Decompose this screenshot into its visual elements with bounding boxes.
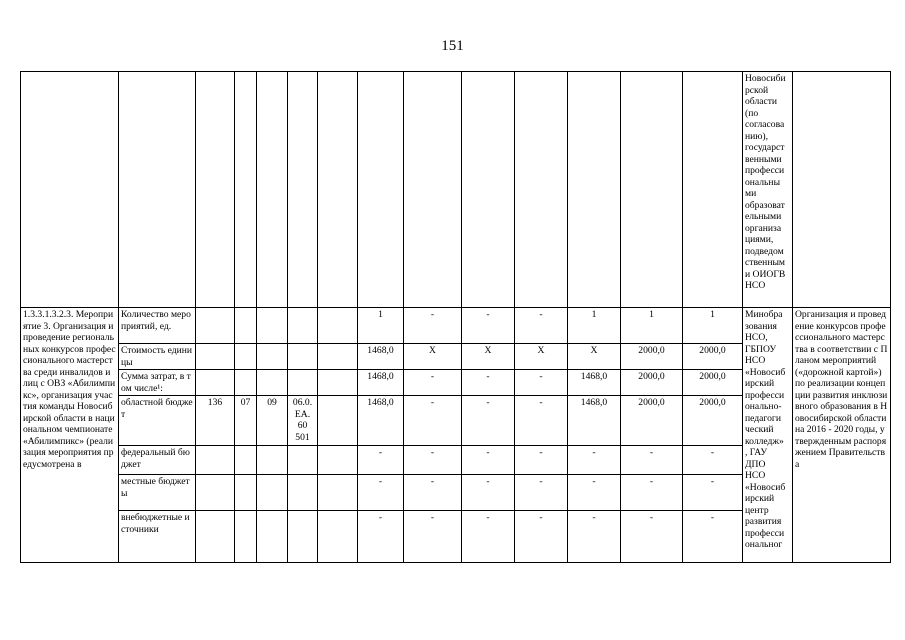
csr-code: 06.0. ЕА. 60 501	[288, 396, 318, 446]
value-cell: 2000,0	[621, 344, 683, 370]
value-cell: 1468,0	[358, 370, 404, 396]
value-cell: 1	[568, 308, 621, 344]
value-cell: 2000,0	[683, 370, 743, 396]
value-cell: X	[515, 344, 568, 370]
value-cell: -	[404, 308, 462, 344]
table-row	[21, 308, 891, 344]
value-cell: -	[621, 475, 683, 511]
value-cell: -	[515, 370, 568, 396]
row-label: Сумма затрат, в том числе¹:	[119, 370, 196, 396]
value-cell: -	[683, 475, 743, 511]
value-cell: X	[568, 344, 621, 370]
value-cell: -	[404, 370, 462, 396]
value-cell: -	[683, 511, 743, 563]
value-cell: -	[358, 475, 404, 511]
value-cell: 1468,0	[358, 344, 404, 370]
rz-code: 07	[235, 396, 257, 446]
continuation-row	[21, 72, 891, 308]
value-cell: 1	[621, 308, 683, 344]
value-cell: 1	[358, 308, 404, 344]
value-cell: -	[358, 511, 404, 563]
result-cell: Организация и проведение конкурсов профессионального мастерства в соответствии с Планом мероприятий («дорожной картой») по реализации концепции развития инклюзивного образования в Новосибирской области на 2016 - 2020 годы, утвержденным распоряжением Правительства	[793, 308, 891, 563]
pr-code: 09	[257, 396, 288, 446]
value-cell: -	[404, 446, 462, 475]
value-cell: -	[515, 396, 568, 446]
value-cell: 1468,0	[568, 370, 621, 396]
value-cell: -	[621, 446, 683, 475]
row-label: федеральный бюджет	[119, 446, 196, 475]
value-cell: -	[515, 511, 568, 563]
value-cell: -	[462, 511, 515, 563]
value-cell: -	[404, 511, 462, 563]
row-label: Количество мероприятий, ед.	[119, 308, 196, 344]
value-cell: X	[404, 344, 462, 370]
page-number: 151	[441, 38, 464, 54]
executors-continued-cell: Новосиби рской области (по согласова нию), государст венными професси ональны ми образоват ельными организа циями, подведом ственным и ОИОГВ НСО	[743, 72, 793, 308]
value-cell: -	[515, 475, 568, 511]
value-cell: -	[404, 475, 462, 511]
value-cell: 1468,0	[568, 396, 621, 446]
program-table	[20, 71, 891, 563]
value-cell: -	[462, 446, 515, 475]
value-cell: 1	[683, 308, 743, 344]
value-cell: 2000,0	[683, 396, 743, 446]
value-cell: X	[462, 344, 515, 370]
value-cell: -	[462, 308, 515, 344]
value-cell: -	[621, 511, 683, 563]
value-cell: 2000,0	[683, 344, 743, 370]
value-cell: 2000,0	[621, 396, 683, 446]
value-cell: -	[568, 511, 621, 563]
value-cell: -	[462, 396, 515, 446]
value-cell: -	[462, 370, 515, 396]
row-label: Стоимость единицы	[119, 344, 196, 370]
value-cell: 2000,0	[621, 370, 683, 396]
value-cell: -	[404, 396, 462, 446]
row-label: внебюджетные источники	[119, 511, 196, 563]
value-cell: -	[568, 475, 621, 511]
value-cell: 1468,0	[358, 396, 404, 446]
grbs-code: 136	[196, 396, 235, 446]
value-cell: -	[515, 446, 568, 475]
value-cell: -	[568, 446, 621, 475]
value-cell: -	[515, 308, 568, 344]
row-label: местные бюджеты	[119, 475, 196, 511]
value-cell: -	[358, 446, 404, 475]
value-cell: -	[683, 446, 743, 475]
row-label: областной бюджет	[119, 396, 196, 446]
executors-cell: Минобра зования НСО, ГБПОУ НСО «Новосиб ирский професси онально- педагоги ческий колледж» , ГАУ ДПО НСО «Новосиб ирский центр развития професси ональног	[743, 308, 793, 563]
measure-name-cell: 1.3.3.1.3.2.3. Мероприятие 3. Организация и проведение региональных конкурсов профессионального мастерства среди инвалидов и лиц с ОВЗ «Абилимпикс», организация участия команды Новосибирской области в национальном чемпионате «Абилимпикс» (реализация мероприятия предусмотрена в	[21, 308, 119, 563]
value-cell: -	[462, 475, 515, 511]
